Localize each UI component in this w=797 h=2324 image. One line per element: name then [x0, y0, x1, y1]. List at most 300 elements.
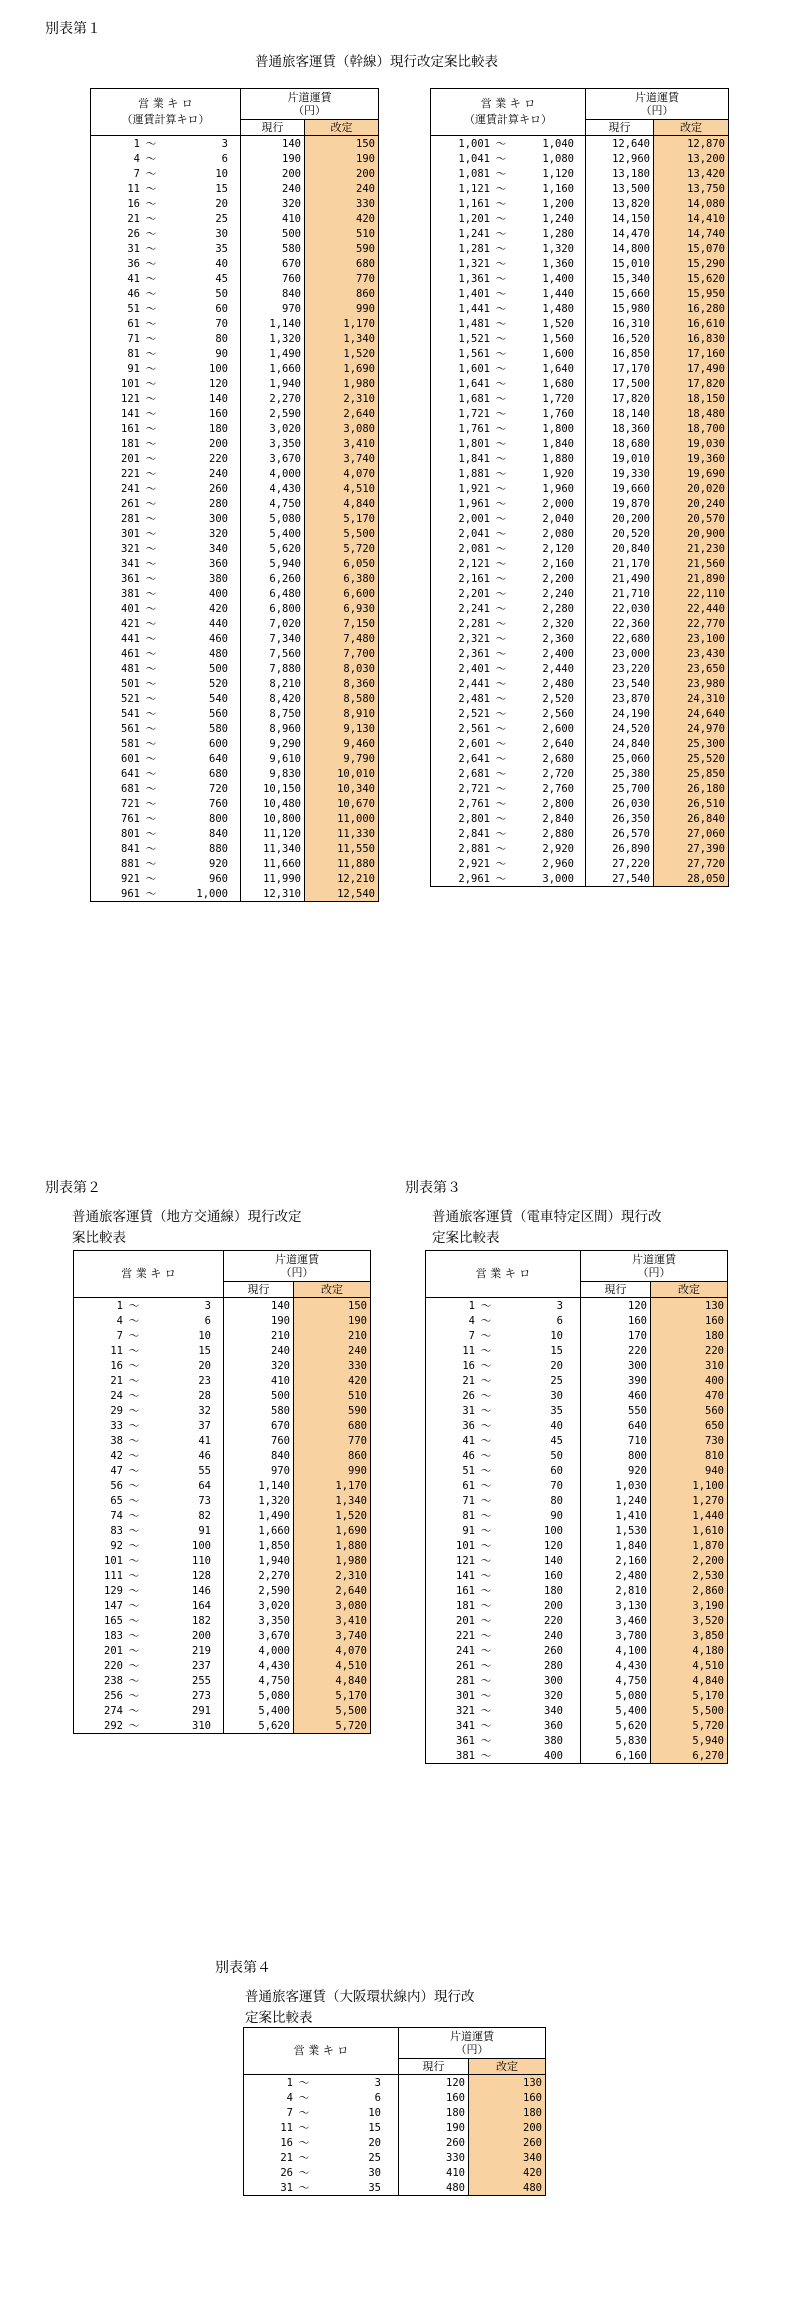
km-from: 256 [104, 1689, 123, 1702]
km-range [431, 706, 586, 721]
range-tilde: ～ [128, 1449, 140, 1462]
km-range [431, 346, 586, 361]
table-row [91, 361, 379, 376]
fare-revised: 5,170 [651, 1688, 728, 1703]
table-row [91, 481, 379, 496]
range-tilde: ～ [495, 392, 507, 405]
range-tilde: ～ [495, 662, 507, 675]
km-range [244, 2165, 399, 2180]
km-range [91, 751, 241, 766]
table-row [74, 1298, 371, 1314]
km-from: 2,961 [458, 872, 490, 885]
range-tilde: ～ [128, 1359, 140, 1372]
km-to: 35 [550, 1404, 563, 1417]
km-to: 2,120 [542, 542, 574, 555]
km-from: 461 [121, 647, 140, 660]
km-from: 16 [462, 1359, 475, 1372]
km-range [431, 376, 586, 391]
fare-current: 17,500 [586, 376, 654, 391]
range-tilde: ～ [495, 677, 507, 690]
fare-current: 500 [224, 1388, 294, 1403]
fare-current: 1,660 [224, 1523, 294, 1538]
fare-revised: 5,720 [294, 1718, 371, 1734]
table-row [74, 1673, 371, 1688]
range-header [74, 1251, 224, 1298]
range-tilde: ～ [495, 707, 507, 720]
km-range [91, 706, 241, 721]
fare-current: 8,750 [241, 706, 305, 721]
km-to: 2,800 [542, 797, 574, 810]
km-from: 11 [110, 1344, 123, 1357]
range-tilde: ～ [145, 797, 157, 810]
km-to: 400 [209, 587, 228, 600]
fare-revised: 190 [305, 151, 379, 166]
table-row [244, 2135, 546, 2150]
km-range [426, 1583, 581, 1598]
km-from: 1,241 [458, 227, 490, 240]
table-row [431, 181, 729, 196]
km-from: 141 [456, 1569, 475, 1582]
km-from: 7 [133, 167, 140, 180]
km-from: 1 [116, 1299, 123, 1312]
table-row [91, 151, 379, 166]
km-to: 2,400 [542, 647, 574, 660]
km-from: 1,721 [458, 407, 490, 420]
km-from: 91 [462, 1524, 475, 1537]
table-row [431, 796, 729, 811]
fare-current: 580 [241, 241, 305, 256]
km-to: 30 [215, 227, 228, 240]
km-to: 1,080 [542, 152, 574, 165]
range-tilde: ～ [128, 1434, 140, 1447]
km-range [74, 1553, 224, 1568]
km-from: 181 [456, 1599, 475, 1612]
km-from: 221 [456, 1629, 475, 1642]
km-from: 581 [121, 737, 140, 750]
km-to: 1,200 [542, 197, 574, 210]
km-range [431, 781, 586, 796]
km-from: 201 [456, 1614, 475, 1627]
km-from: 81 [462, 1509, 475, 1522]
km-from: 41 [462, 1434, 475, 1447]
km-to: 1,440 [542, 287, 574, 300]
km-range [74, 1523, 224, 1538]
table-row [91, 886, 379, 902]
fare-revised: 11,550 [305, 841, 379, 856]
fare-current: 6,160 [581, 1748, 651, 1764]
fare-revised: 17,160 [654, 346, 729, 361]
km-to: 90 [215, 347, 228, 360]
km-range [91, 856, 241, 871]
km-range [91, 841, 241, 856]
range-tilde: ～ [145, 692, 157, 705]
table-row [431, 511, 729, 526]
km-from: 51 [127, 302, 140, 315]
km-range [431, 571, 586, 586]
km-to: 60 [215, 302, 228, 315]
fare-current: 11,660 [241, 856, 305, 871]
km-range [91, 721, 241, 736]
table-row [244, 2120, 546, 2135]
fare-revised: 2,640 [294, 1583, 371, 1598]
fare-current: 6,480 [241, 586, 305, 601]
fare-header-line: 片道運賃 [450, 2030, 494, 2043]
km-to: 200 [192, 1629, 211, 1642]
range-tilde: ～ [495, 512, 507, 525]
fare-current: 5,620 [224, 1718, 294, 1734]
km-range [91, 766, 241, 781]
fare-revised: 330 [305, 196, 379, 211]
range-tilde: ～ [495, 827, 507, 840]
km-range [91, 331, 241, 346]
fare-current: 1,490 [224, 1508, 294, 1523]
km-from: 1,281 [458, 242, 490, 255]
fare-current: 240 [224, 1343, 294, 1358]
fare-current: 26,570 [586, 826, 654, 841]
range-tilde: ～ [480, 1734, 492, 1747]
fare-current: 21,710 [586, 586, 654, 601]
km-to: 480 [209, 647, 228, 660]
range-tilde: ～ [145, 152, 157, 165]
fare-revised: 22,110 [654, 586, 729, 601]
km-to: 2,320 [542, 617, 574, 630]
km-from: 201 [121, 452, 140, 465]
range-tilde: ～ [145, 722, 157, 735]
fare-revised: 20,020 [654, 481, 729, 496]
table-row [74, 1493, 371, 1508]
fare-current: 14,150 [586, 211, 654, 226]
table-row [431, 721, 729, 736]
km-from: 1,441 [458, 302, 490, 315]
table1-title: 普通旅客運賃（幹線）現行改定案比較表 [255, 54, 498, 70]
fare-header [581, 1251, 728, 1282]
km-to: 15 [550, 1344, 563, 1357]
fare-revised: 27,060 [654, 826, 729, 841]
km-from: 4 [116, 1314, 123, 1327]
fare-revised: 420 [294, 1373, 371, 1388]
range-tilde: ～ [145, 527, 157, 540]
km-range [91, 301, 241, 316]
table-row [91, 346, 379, 361]
km-range [431, 286, 586, 301]
range-tilde: ～ [128, 1389, 140, 1402]
km-to: 400 [544, 1749, 563, 1762]
fare-revised: 560 [651, 1403, 728, 1418]
km-to: 440 [209, 617, 228, 630]
km-to: 2,080 [542, 527, 574, 540]
table-row [91, 286, 379, 301]
km-to: 70 [550, 1479, 563, 1492]
table-row [91, 571, 379, 586]
km-range [431, 241, 586, 256]
km-to: 180 [209, 422, 228, 435]
km-to: 20 [368, 2136, 381, 2149]
table3 [425, 1250, 728, 1764]
range-tilde: ～ [145, 512, 157, 525]
km-from: 26 [127, 227, 140, 240]
km-range [431, 526, 586, 541]
table-row [431, 871, 729, 887]
fare-current: 4,430 [224, 1658, 294, 1673]
col-revised-header: 改定 [305, 120, 379, 136]
fare-revised: 23,430 [654, 646, 729, 661]
fare-revised: 20,570 [654, 511, 729, 526]
table-row [431, 631, 729, 646]
km-from: 2,201 [458, 587, 490, 600]
fare-current: 410 [241, 211, 305, 226]
fare-current: 320 [224, 1358, 294, 1373]
fare-revised: 25,300 [654, 736, 729, 751]
km-to: 37 [198, 1419, 211, 1432]
table-row [431, 751, 729, 766]
km-from: 641 [121, 767, 140, 780]
km-to: 64 [198, 1479, 211, 1492]
fare-current: 11,120 [241, 826, 305, 841]
range-tilde: ～ [298, 2076, 310, 2089]
table-row [91, 391, 379, 406]
fare-current: 640 [581, 1418, 651, 1433]
km-range [74, 1448, 224, 1463]
range-tilde: ～ [495, 197, 507, 210]
km-to: 600 [209, 737, 228, 750]
km-range [74, 1718, 224, 1734]
km-to: 80 [550, 1494, 563, 1507]
fare-revised: 9,790 [305, 751, 379, 766]
fare-current: 10,150 [241, 781, 305, 796]
km-to: 1,120 [542, 167, 574, 180]
table-row [426, 1718, 728, 1733]
km-range [74, 1673, 224, 1688]
fare-revised: 10,340 [305, 781, 379, 796]
km-from: 7 [286, 2106, 293, 2119]
fare-current: 17,170 [586, 361, 654, 376]
km-from: 101 [456, 1539, 475, 1552]
fare-current: 120 [399, 2075, 469, 2091]
km-to: 15 [215, 182, 228, 195]
km-to: 25 [215, 212, 228, 225]
km-to: 310 [192, 1719, 211, 1732]
km-range [91, 556, 241, 571]
fare-current: 12,640 [586, 136, 654, 152]
table-row [426, 1328, 728, 1343]
km-from: 1,401 [458, 287, 490, 300]
km-range [431, 736, 586, 751]
km-range [426, 1748, 581, 1764]
km-to: 2,440 [542, 662, 574, 675]
km-from: 481 [121, 662, 140, 675]
range-tilde: ～ [495, 527, 507, 540]
km-range [431, 646, 586, 661]
km-range [431, 541, 586, 556]
fare-revised: 7,700 [305, 646, 379, 661]
km-from: 681 [121, 782, 140, 795]
km-range [244, 2075, 399, 2091]
table-row [74, 1703, 371, 1718]
fare-header-line: （円） [640, 104, 674, 117]
fare-current: 1,320 [224, 1493, 294, 1508]
fare-current: 18,140 [586, 406, 654, 421]
col-current-header: 現行 [581, 1282, 651, 1298]
fare-revised: 18,480 [654, 406, 729, 421]
range-tilde: ～ [495, 647, 507, 660]
table-row [244, 2075, 546, 2091]
table-row [431, 151, 729, 166]
range-tilde: ～ [480, 1629, 492, 1642]
range-tilde: ～ [298, 2181, 310, 2194]
fare-revised: 1,170 [294, 1478, 371, 1493]
range-tilde: ～ [495, 692, 507, 705]
table-row [91, 301, 379, 316]
fare-current: 2,480 [581, 1568, 651, 1583]
km-from: 36 [127, 257, 140, 270]
km-to: 680 [209, 767, 228, 780]
fare-revised: 4,510 [294, 1658, 371, 1673]
km-from: 46 [462, 1449, 475, 1462]
table-row [431, 451, 729, 466]
fare-current: 25,700 [586, 781, 654, 796]
range-tilde: ～ [495, 452, 507, 465]
km-to: 760 [209, 797, 228, 810]
table-row [431, 331, 729, 346]
km-from: 4 [286, 2091, 293, 2104]
km-to: 2,640 [542, 737, 574, 750]
fare-current: 5,830 [581, 1733, 651, 1748]
km-to: 2,520 [542, 692, 574, 705]
fare-revised: 160 [469, 2090, 546, 2105]
range-tilde: ～ [495, 332, 507, 345]
fare-revised: 11,000 [305, 811, 379, 826]
km-range [91, 286, 241, 301]
table-row [74, 1358, 371, 1373]
fare-current: 24,840 [586, 736, 654, 751]
fare-current: 2,270 [241, 391, 305, 406]
fare-revised: 19,690 [654, 466, 729, 481]
range-tilde: ～ [495, 437, 507, 450]
fare-revised: 190 [294, 1313, 371, 1328]
fare-revised: 1,340 [305, 331, 379, 346]
fare-current: 13,500 [586, 181, 654, 196]
fare-revised: 12,210 [305, 871, 379, 886]
table3-title [432, 1207, 662, 1249]
range-tilde: ～ [145, 497, 157, 510]
km-range [91, 886, 241, 902]
km-range [91, 211, 241, 226]
km-range [431, 496, 586, 511]
km-range [91, 136, 241, 152]
fare-revised: 15,620 [654, 271, 729, 286]
range-tilde: ～ [480, 1329, 492, 1342]
col-current-header: 現行 [399, 2059, 469, 2075]
range-tilde: ～ [128, 1479, 140, 1492]
km-from: 31 [127, 242, 140, 255]
table-row [74, 1433, 371, 1448]
km-to: 880 [209, 842, 228, 855]
km-to: 3,000 [542, 872, 574, 885]
km-from: 21 [110, 1374, 123, 1387]
fare-current: 840 [241, 286, 305, 301]
table-row [91, 766, 379, 781]
km-to: 182 [192, 1614, 211, 1627]
table-row [74, 1538, 371, 1553]
table2-title-line2: 案比較表 [72, 1230, 126, 1246]
km-range [431, 826, 586, 841]
fare-current: 16,310 [586, 316, 654, 331]
fare-revised: 680 [305, 256, 379, 271]
fare-current: 14,800 [586, 241, 654, 256]
table-row [426, 1403, 728, 1418]
fare-current: 20,840 [586, 541, 654, 556]
fare-current: 27,540 [586, 871, 654, 887]
table-row [74, 1583, 371, 1598]
table-row [431, 136, 729, 152]
range-tilde: ～ [128, 1344, 140, 1357]
fare-current: 260 [399, 2135, 469, 2150]
range-tilde: ～ [480, 1749, 492, 1762]
fare-revised: 770 [294, 1433, 371, 1448]
km-from: 501 [121, 677, 140, 690]
fare-current: 1,840 [581, 1538, 651, 1553]
km-range [74, 1313, 224, 1328]
km-range [244, 2180, 399, 2196]
fare-current: 550 [581, 1403, 651, 1418]
km-to: 240 [209, 467, 228, 480]
fare-current: 3,350 [241, 436, 305, 451]
km-to: 520 [209, 677, 228, 690]
fare-revised: 770 [305, 271, 379, 286]
fare-current: 19,330 [586, 466, 654, 481]
km-to: 1,840 [542, 437, 574, 450]
fare-revised: 510 [305, 226, 379, 241]
table-row [74, 1568, 371, 1583]
range-tilde: ～ [128, 1419, 140, 1432]
km-from: 2,401 [458, 662, 490, 675]
range-tilde: ～ [128, 1719, 140, 1732]
range-tilde: ～ [128, 1329, 140, 1342]
fare-revised: 130 [469, 2075, 546, 2091]
table-row [91, 406, 379, 421]
range-tilde: ～ [128, 1659, 140, 1672]
km-to: 30 [368, 2166, 381, 2179]
fare-revised: 1,880 [294, 1538, 371, 1553]
fare-revised: 420 [305, 211, 379, 226]
fare-current: 8,210 [241, 676, 305, 691]
fare-revised: 27,720 [654, 856, 729, 871]
table4-title-line2: 定案比較表 [245, 2010, 313, 2026]
range-tilde: ～ [480, 1539, 492, 1552]
range-tilde: ～ [128, 1644, 140, 1657]
range-tilde: ～ [145, 452, 157, 465]
range-tilde: ～ [495, 557, 507, 570]
fare-revised: 6,380 [305, 571, 379, 586]
range-tilde: ～ [480, 1479, 492, 1492]
table-row [74, 1403, 371, 1418]
table-row [431, 241, 729, 256]
range-tilde: ～ [480, 1344, 492, 1357]
fare-header-line: 片道運賃 [632, 1253, 676, 1266]
km-from: 1 [468, 1299, 475, 1312]
km-range [91, 271, 241, 286]
km-to: 35 [215, 242, 228, 255]
km-from: 541 [121, 707, 140, 720]
range-tilde: ～ [480, 1509, 492, 1522]
km-to: 50 [215, 287, 228, 300]
km-from: 2,441 [458, 677, 490, 690]
km-range [91, 601, 241, 616]
km-from: 281 [456, 1674, 475, 1687]
table-row [426, 1418, 728, 1433]
range-tilde: ～ [145, 542, 157, 555]
table-row [91, 661, 379, 676]
